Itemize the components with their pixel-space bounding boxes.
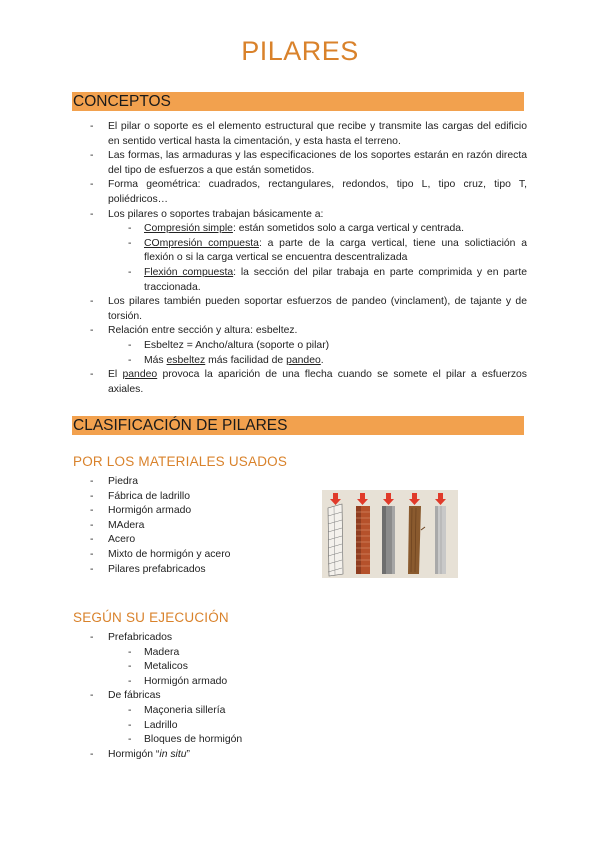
sub-list-item: - Hormigón armado bbox=[128, 675, 228, 687]
list-item: - Las formas, las armaduras y las especificaciones de los soportes estarán en razón directa del tipo de esfuerzos a que están sometidos. bbox=[90, 150, 527, 176]
steel-pillar bbox=[435, 506, 446, 574]
section-heading-conceptos: CONCEPTOS bbox=[72, 92, 524, 111]
brick-pillar bbox=[356, 506, 370, 574]
list-item: - Hormigón armado bbox=[90, 505, 192, 517]
list-item: - Mixto de hormigón y acero bbox=[90, 548, 231, 560]
stone-pillar bbox=[328, 504, 343, 576]
sub-list-item: - Compresión simple: están sometidos solo a carga vertical y centrada. bbox=[128, 223, 464, 235]
list-item: - Forma geométrica: cuadrados, rectangulares, redondos, tipo L, tipo cruz, tipo T, poliédricos… bbox=[90, 179, 527, 205]
ejecucion-list bbox=[90, 631, 527, 762]
concrete-pillar bbox=[382, 506, 395, 574]
sub-list-item: - Esbeltez = Ancho/altura (soporte o pilar) bbox=[128, 339, 330, 351]
list-item: - Los pilares o soportes trabajan básicamente a: bbox=[90, 208, 324, 220]
conceptos-list bbox=[90, 120, 527, 397]
sub-list-item: - Ladrillo bbox=[128, 719, 178, 731]
pillar-types-illustration bbox=[322, 490, 458, 578]
list-item: - Los pilares también pueden soportar esfuerzos de pandeo (vinclament), de tajante y de torsión. bbox=[90, 296, 527, 322]
sub-list-item: - Flexión compuesta: la sección del pilar trabaja en parte comprimida y en parte traccionada. bbox=[128, 266, 527, 293]
list-item: - El pilar o soporte es el elemento estructural que recibe y transmite las cargas del edificio en sentido vertical hasta la cimentación, y esta hasta el terreno. bbox=[90, 121, 527, 147]
load-arrows bbox=[330, 493, 446, 505]
materiales-list bbox=[90, 475, 310, 577]
section-heading-clasificacion: CLASIFICACIÓN DE PILARES bbox=[72, 416, 524, 435]
sub-list-item: - Metalicos bbox=[128, 661, 188, 673]
list-item: - Fábrica de ladrillo bbox=[90, 490, 191, 502]
list-item: - Prefabricados bbox=[90, 632, 173, 643]
sub-list-item: - Más esbeltez más facilidad de pandeo. bbox=[128, 354, 324, 366]
list-item: - Piedra bbox=[90, 476, 139, 487]
list-item: - Pilares prefabricados bbox=[90, 563, 206, 575]
list-item: - Relación entre sección y altura: esbeltez. bbox=[90, 325, 298, 337]
subheading-materiales: POR LOS MATERIALES USADOS bbox=[73, 454, 288, 469]
page-title: PILARES bbox=[241, 36, 359, 66]
timber-pillar bbox=[408, 506, 425, 574]
sub-list-item: - Bloques de hormigón bbox=[128, 734, 243, 746]
list-item: - Acero bbox=[90, 534, 136, 546]
sub-list-item: - Madera bbox=[128, 646, 180, 658]
list-item: - Hormigón “in situ” bbox=[90, 748, 191, 760]
list-item: - El pandeo provoca la aparición de una flecha cuando se somete el pilar a esfuerzos axiales. bbox=[90, 369, 527, 395]
pillars-svg bbox=[322, 490, 458, 578]
list-item: - MAdera bbox=[90, 519, 145, 531]
subheading-ejecucion: SEGÚN SU EJECUCIÓN bbox=[73, 610, 229, 625]
list-item: - De fábricas bbox=[90, 690, 161, 702]
sub-list-item: - Maçoneria sillería bbox=[128, 704, 226, 716]
sub-list-item: - COmpresión compuesta: a parte de la carga vertical, tiene una solictiación a flexión o si la carga vertical se encuentra descentralizada bbox=[128, 237, 527, 264]
